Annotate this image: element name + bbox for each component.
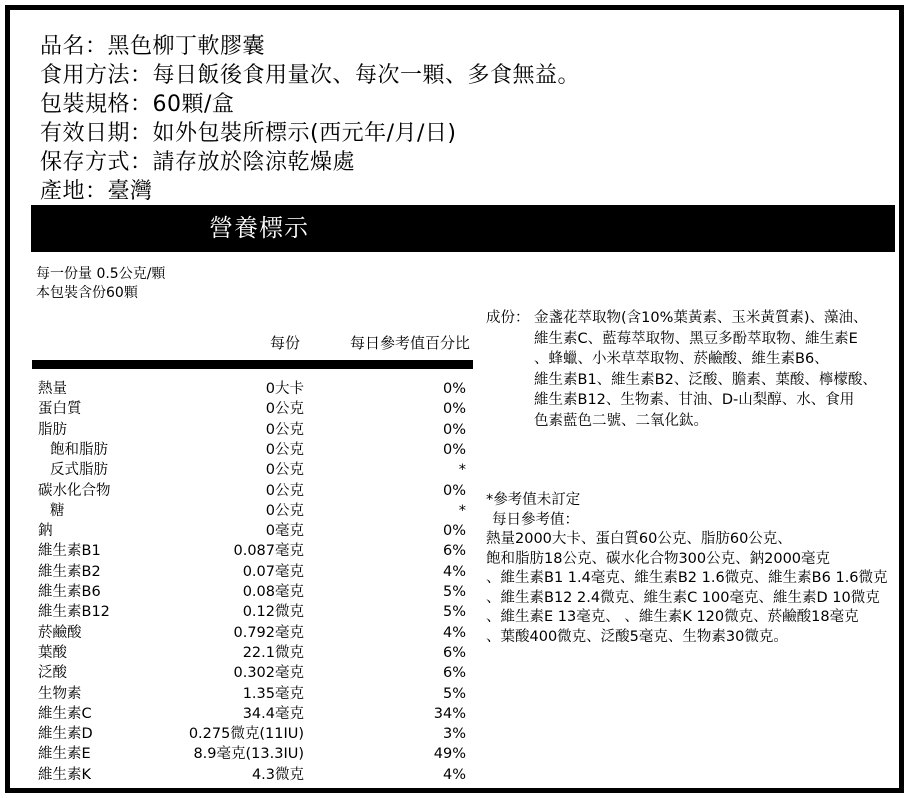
nutrient-name: 生物素	[38, 685, 82, 702]
nutrient-name: 反式脂肪	[50, 462, 108, 479]
product-info	[40, 32, 580, 206]
nutrient-daily-value: 6%	[442, 644, 466, 661]
nutrient-name: 維生素B2	[38, 563, 101, 580]
nutrient-amount: 0.275微克(11IU)	[188, 726, 304, 743]
nutrient-name: 糖	[50, 502, 65, 519]
nutrient-amount: 0公克	[265, 482, 304, 499]
nutrient-amount: 0公克	[265, 441, 304, 458]
nutrient-name: 維生素B1	[38, 543, 101, 560]
table-row	[38, 724, 466, 744]
nutrient-daily-value: *	[458, 462, 466, 479]
table-row	[38, 602, 466, 622]
table-row	[38, 460, 466, 480]
nutrient-amount: 8.9毫克(13.3IU)	[193, 746, 304, 763]
info-label: 品名：	[40, 34, 108, 59]
column-header-per-serving: 每份	[270, 334, 301, 352]
storage-line	[40, 148, 580, 177]
nutrient-name: 維生素K	[38, 766, 92, 783]
ingredients-line: 維生素C、藍莓萃取物、黑豆多酚萃取物、維生素E	[534, 330, 858, 347]
expiry-line	[40, 119, 580, 148]
reference-heading: 每日參考值：	[492, 511, 579, 528]
nutrient-amount: 0.087毫克	[233, 543, 304, 560]
nutrient-daily-value: 4%	[442, 624, 466, 641]
table-row	[38, 562, 466, 582]
nutrient-daily-value: 0%	[442, 421, 466, 438]
nutrient-amount: 0.12微克	[242, 604, 304, 621]
nutrient-daily-value: 6%	[442, 543, 466, 560]
reference-line: 熱量2000大卡、蛋白質60公克、脂肪60公克、	[486, 531, 792, 547]
nutrient-daily-value: 0%	[442, 523, 466, 540]
nutrient-name: 維生素D	[38, 726, 93, 743]
product-name-line	[40, 32, 580, 61]
nutrient-name: 脂肪	[38, 421, 67, 438]
table-row	[38, 420, 466, 440]
nutrient-daily-value: 0%	[442, 381, 466, 397]
nutrient-amount: 0.792毫克	[233, 624, 304, 641]
info-label: 食用方法：	[40, 63, 153, 88]
nutrient-daily-value: 5%	[442, 584, 466, 600]
table-row	[38, 623, 466, 643]
nutrient-daily-value: *	[458, 502, 466, 519]
reference-line: 、葉酸400微克、泛酸5毫克、生物素30微克。	[486, 628, 788, 645]
nutrient-daily-value: 34%	[433, 705, 466, 722]
ingredients-line: 、蜂蠟、小米草萃取物、菸鹼酸、維生素B6、	[534, 351, 829, 367]
table-row	[38, 663, 466, 683]
nutrient-amount: 0公克	[265, 401, 304, 418]
table-row	[38, 684, 466, 704]
nutrient-daily-value: 49%	[433, 746, 466, 763]
nutrient-amount: 0大卡	[265, 381, 304, 397]
label-frame	[5, 5, 904, 793]
nutrient-name: 蛋白質	[38, 401, 82, 418]
nutrient-amount: 0.302毫克	[233, 665, 304, 682]
reference-line: 、維生素B1 1.4毫克、維生素B2 1.6微克、維生素B6 1.6微克	[486, 570, 888, 586]
nutrient-amount: 4.3微克	[251, 766, 304, 783]
nutrient-name: 維生素C	[38, 705, 92, 722]
nutrient-amount: 0毫克	[265, 523, 304, 540]
reference-line: 、維生素B12 2.4微克、維生素C 100毫克、維生素D 10微克	[486, 589, 880, 606]
nutrient-amount: 0.07毫克	[242, 563, 304, 580]
reference-note: *參考值未訂定	[486, 492, 581, 508]
nutrient-name: 葉酸	[38, 644, 67, 661]
table-row	[38, 765, 466, 785]
nutrient-daily-value: 4%	[442, 766, 466, 783]
info-label: 產地：	[40, 179, 108, 204]
nutrient-amount: 0公克	[265, 462, 304, 479]
nutrient-name: 熱量	[38, 381, 67, 397]
nutrient-daily-value: 6%	[442, 665, 466, 682]
table-row	[38, 643, 466, 663]
nutrient-name: 維生素B12	[38, 604, 110, 621]
nutrient-name: 飽和脂肪	[50, 441, 108, 458]
reference-line: 飽和脂肪18公克、碳水化合物300公克、鈉2000毫克	[486, 550, 831, 567]
ingredients-line: 色素藍色二號、二氧化鈦。	[534, 412, 708, 429]
nutrient-amount: 0公克	[265, 502, 304, 519]
info-label: 包裝規格：	[40, 92, 153, 117]
table-row	[38, 521, 466, 541]
reference-line: 、維生素E 13毫克、 、維生素K 120微克、菸鹼酸18毫克	[486, 609, 859, 625]
nutrient-name: 鈉	[38, 523, 53, 540]
info-value: 60顆/盒	[152, 92, 235, 117]
usage-line	[40, 61, 580, 90]
table-divider	[32, 360, 473, 369]
table-row	[38, 501, 466, 521]
serving-size: 每一份量 0.5公克/顆	[36, 266, 166, 282]
info-value: 黑色柳丁軟膠囊	[107, 34, 266, 59]
info-label: 有效日期：	[40, 121, 153, 146]
servings-per-package: 本包裝含份60顆	[36, 285, 138, 301]
column-header-daily-value: 每日參考值百分比	[350, 334, 471, 352]
origin-line	[40, 177, 580, 206]
nutrient-daily-value: 3%	[442, 726, 466, 743]
nutrient-name: 維生素E	[38, 746, 91, 763]
package-spec-line	[40, 90, 580, 119]
info-value: 請存放於陰涼乾燥處	[152, 150, 356, 175]
table-row	[38, 399, 466, 419]
ingredients-line: 維生素B12、生物素、甘油、D-山梨醇、水、食用	[534, 392, 855, 408]
table-row	[38, 704, 466, 724]
table-row	[38, 744, 466, 764]
nutrient-daily-value: 4%	[442, 563, 466, 580]
nutrient-name: 泛酸	[38, 665, 67, 682]
table-row	[38, 582, 466, 602]
info-value: 如外包裝所標示(西元年/月/日)	[152, 121, 457, 146]
nutrient-amount: 0.08毫克	[242, 584, 304, 600]
table-row	[38, 440, 466, 460]
nutrient-amount: 1.35毫克	[242, 685, 304, 702]
info-value: 每日飯後食用量次、每次一顆、多食無益。	[152, 63, 581, 88]
nutrient-amount: 0公克	[265, 421, 304, 438]
nutrient-daily-value: 0%	[442, 441, 466, 458]
nutrition-banner	[31, 205, 895, 252]
nutrient-name: 菸鹼酸	[38, 624, 82, 641]
table-row	[38, 379, 466, 399]
info-label: 保存方式：	[40, 150, 153, 175]
ingredients-line: 金盞花萃取物(含10%葉黃素、玉米黃質素)、藻油、	[534, 310, 868, 326]
nutrient-daily-value: 0%	[442, 482, 466, 499]
nutrient-daily-value: 5%	[442, 685, 466, 702]
nutrient-daily-value: 0%	[442, 401, 466, 418]
info-value: 臺灣	[107, 179, 153, 204]
nutrient-amount: 22.1微克	[242, 644, 304, 661]
ingredients-label: 成份：	[486, 310, 530, 326]
nutrition-title: 營養標示	[209, 214, 309, 242]
table-row	[38, 481, 466, 501]
nutrient-amount: 34.4毫克	[242, 705, 304, 722]
nutrient-name: 維生素B6	[38, 584, 101, 600]
nutrient-name: 碳水化合物	[38, 482, 111, 499]
ingredients-line: 維生素B1、維生素B2、泛酸、膽素、葉酸、檸檬酸、	[534, 371, 877, 388]
nutrient-daily-value: 5%	[442, 604, 466, 621]
table-row	[38, 541, 466, 561]
serving-info	[36, 265, 165, 303]
